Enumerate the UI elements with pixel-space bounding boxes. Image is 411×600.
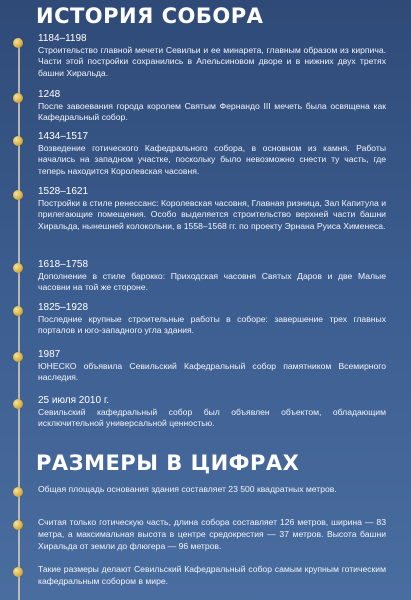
history-entry	[38, 395, 386, 430]
history-heading: ИСТОРИЯ СОБОРА	[36, 4, 264, 28]
sizes-text: Считая только готическую часть, длина собора составляет 126 метров, ширина — 83 метра, а максимальная высота в центре средокрестия — 37 метров. Высота башни Хиральда от земли до флюгера — 96 метров.	[38, 517, 386, 551]
history-year: 1248	[38, 89, 61, 100]
sizes-entry	[38, 517, 386, 552]
history-year: 1618–1758	[38, 259, 89, 270]
history-year: 1184–1198	[38, 33, 87, 44]
history-entry	[38, 33, 386, 79]
timeline-bullet-icon	[13, 136, 23, 146]
history-text: Постройки в стиле ренессанс: Королевская часовня, Главная ризница, Зал Капитула и прилегающие помещения. Особо выделяется строительство верхней части башни Хиральда, нынешней колокольни, в 1558–1568 гг. по проекту Эрнана Руиса Хименеса.	[38, 198, 386, 231]
history-year: 1434–1517	[38, 131, 89, 142]
timeline-bullet-icon	[13, 38, 23, 48]
timeline-bullet-icon	[13, 306, 23, 316]
history-entry	[38, 186, 386, 232]
timeline-bullet-icon	[13, 93, 23, 103]
sizes-text: Такие размеры делают Севильский Кафедральный собор самым крупным готическим кафедральным собором в мире.	[38, 564, 386, 586]
history-text: Дополнение в стиле барокко: Приходская часовня Святых Даров и две Малые часовни на той же стороне.	[38, 271, 386, 293]
history-entry	[38, 89, 386, 124]
sizes-heading: РАЗМЕРЫ В ЦИФРАХ	[36, 451, 300, 475]
timeline-bullet-icon	[13, 520, 23, 530]
history-entry	[38, 259, 386, 294]
timeline-bullet-icon	[13, 487, 23, 497]
timeline-bullet-icon	[13, 567, 23, 577]
history-text: Последние крупные строительные работы в соборе: завершение трех главных порталов и юго-западного угла здания.	[38, 314, 386, 336]
history-year: 1528–1621	[38, 186, 89, 197]
sizes-text: Общая площадь основания здания составляет 23 500 квадратных метров.	[38, 484, 337, 494]
history-text: Севильский кафедральный собор был объявлен объектом, обладающим исключительной универсальной ценностью.	[38, 407, 386, 429]
history-year: 1825–1928	[38, 302, 89, 313]
history-entry	[38, 349, 386, 384]
timeline-bullet-icon	[13, 190, 23, 200]
history-text: После завоевания города королем Святым Фернандо III мечеть была освящена как Кафедральный собор.	[38, 101, 386, 123]
history-entry	[38, 302, 386, 337]
timeline-bullet-icon	[13, 352, 23, 362]
history-entry	[38, 131, 386, 177]
history-year: 25 июля 2010 г.	[38, 395, 110, 406]
history-year: 1987	[38, 349, 61, 360]
sizes-entry	[38, 564, 386, 588]
timeline-bullet-icon	[13, 263, 23, 273]
history-text: Возведение готического Кафедрального собора, в основном из камня. Работы начались на западном участке, поскольку было невозможно снести ту часть, где теперь находится Королевская часовня.	[38, 143, 386, 176]
timeline-line	[18, 38, 20, 600]
sizes-entry	[38, 484, 386, 496]
history-text: Строительство главной мечети Севильи и ее минарета, главным образом из кирпича. Части этой постройки сохранились в Апельсиновом дворе и в нижних двух третях башни Хиральда.	[38, 45, 386, 78]
timeline-bullet-icon	[13, 399, 23, 409]
history-text: ЮНЕСКО объявила Севильский Кафедральный собор памятником Всемирного наследия.	[38, 361, 386, 383]
